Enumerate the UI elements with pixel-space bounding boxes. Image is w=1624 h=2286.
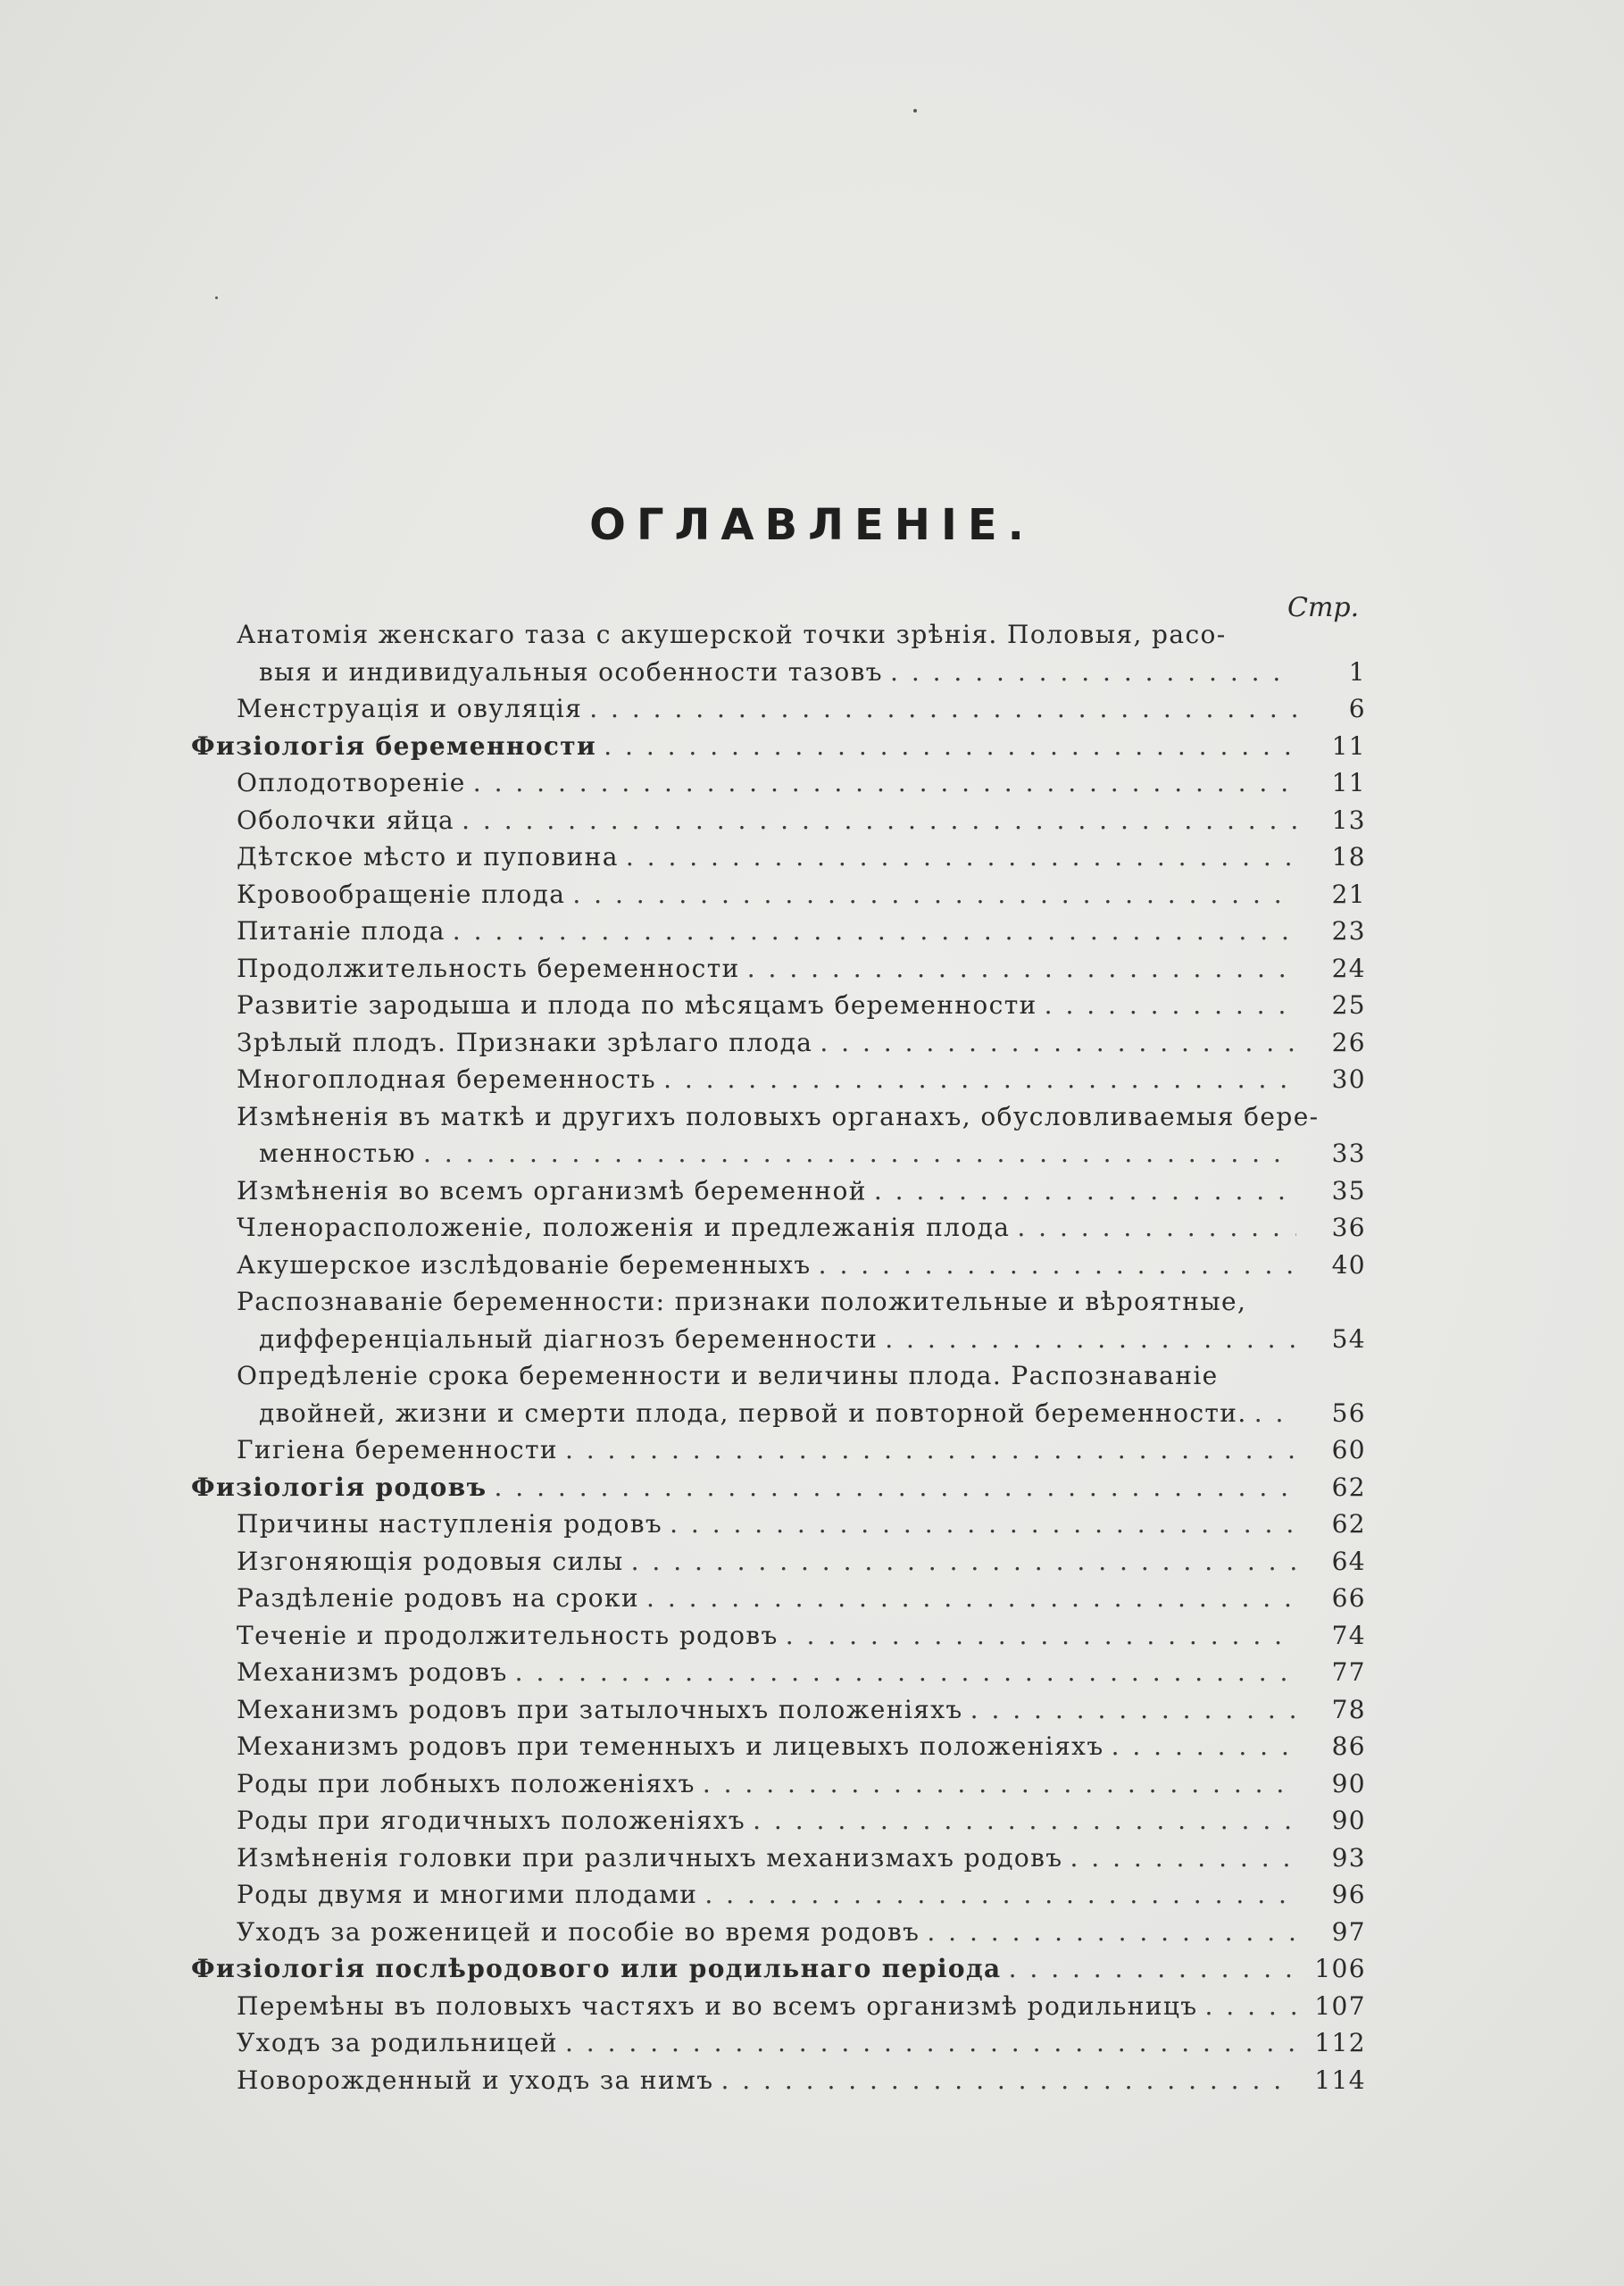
toc-entry-row xyxy=(237,1247,1366,1284)
entry-title: Перемѣны въ половыхъ частяхъ и во всемъ организмѣ родильницъ xyxy=(237,1990,1198,2021)
dot-leader xyxy=(604,728,1296,765)
entry-title: Питаніе плода xyxy=(237,916,446,946)
page-number: 11 xyxy=(1331,768,1366,797)
toc-entry-row xyxy=(237,2062,1366,2099)
toc-entry-row xyxy=(237,1172,1366,1210)
page-number: 23 xyxy=(1331,916,1366,946)
toc-entry-row xyxy=(237,1802,1366,1840)
page-number: 40 xyxy=(1331,1249,1366,1280)
entry-title: Кровообращеніе плода xyxy=(237,879,566,909)
entry-title: Механизмъ родовъ xyxy=(237,1657,508,1687)
entry-title: двойней, жизни и смерти плода, первой и повторной беременности. xyxy=(259,1397,1247,1428)
entry-title: Причины наступленія родовъ xyxy=(237,1509,663,1539)
dot-leader xyxy=(565,1431,1296,1469)
toc-entry-row xyxy=(237,1691,1366,1729)
page-number: 107 xyxy=(1314,1990,1366,2021)
dot-leader xyxy=(462,802,1296,839)
entry-title: Менструація и овуляція xyxy=(237,694,583,723)
page-number: 74 xyxy=(1331,1620,1366,1650)
toc-entry-row xyxy=(237,690,1366,728)
entry-title: Теченіе и продолжительность родовъ xyxy=(237,1620,779,1650)
page-number: 77 xyxy=(1331,1657,1366,1687)
toc-entry-row xyxy=(259,654,1366,691)
dot-leader xyxy=(1205,1988,1297,2025)
toc-section-row xyxy=(191,1950,1366,1988)
toc-entry-row xyxy=(237,1876,1366,1914)
toc-entry-first-line: Опредѣленіе срока беременности и величины плода. Распознаваніе xyxy=(237,1361,1219,1390)
entry-title: Оплодотвореніе xyxy=(237,768,466,797)
dot-leader xyxy=(1009,1950,1296,1988)
entry-title: Акушерское изслѣдованіе беременныхъ xyxy=(237,1249,812,1280)
toc-entry-row xyxy=(237,913,1366,950)
toc-section-row xyxy=(191,1469,1366,1506)
dot-leader xyxy=(1045,987,1296,1024)
dot-leader xyxy=(819,1247,1296,1284)
toc-entry-row xyxy=(237,1840,1366,1877)
entry-title: Механизмъ родовъ при теменныхъ и лицевыхъ положеніяхъ xyxy=(237,1731,1104,1761)
toc-entry-row xyxy=(237,1914,1366,1951)
entry-title: Изгоняющія родовыя силы xyxy=(237,1546,624,1576)
dot-leader xyxy=(704,1876,1296,1914)
entry-title: Дѣтское мѣсто и пуповина xyxy=(237,842,619,872)
dot-leader xyxy=(703,1765,1296,1803)
dot-leader xyxy=(890,654,1296,691)
toc-entry-row xyxy=(237,1728,1366,1765)
dot-leader xyxy=(495,1469,1297,1506)
entry-title: Членорасположеніе, положенія и предлежанія плода xyxy=(237,1213,1011,1242)
toc-entry-first-line: Распознаваніе беременности: признаки положительные и вѣроятные, xyxy=(237,1287,1247,1316)
toc-entry-row xyxy=(237,987,1366,1024)
toc-entry-row xyxy=(237,1988,1366,2025)
entry-title: Механизмъ родовъ при затылочныхъ положеніяхъ xyxy=(237,1694,963,1724)
toc-section-row xyxy=(191,728,1366,765)
dot-leader xyxy=(565,2024,1296,2062)
toc-entry-first-line: Анатомія женскаго таза с акушерской точки зрѣнія. Половыя, расо- xyxy=(237,620,1227,649)
page-number: 90 xyxy=(1331,1768,1366,1798)
page-number: 90 xyxy=(1331,1806,1366,1835)
page-number: 36 xyxy=(1331,1213,1366,1242)
toc-entry-row xyxy=(237,1654,1366,1691)
page-number: 62 xyxy=(1331,1472,1366,1502)
section-title: Физіологія послѣродового или родильнаго періода xyxy=(191,1954,1002,1983)
toc-entry-row xyxy=(259,1395,1366,1432)
dot-leader xyxy=(1254,1395,1296,1432)
toc-entry-row xyxy=(237,1506,1366,1543)
entry-title: Новорожденный и уходъ за нимъ xyxy=(237,2065,714,2095)
page-number: 35 xyxy=(1331,1175,1366,1206)
paper-speck xyxy=(913,109,917,113)
dot-leader xyxy=(646,1580,1296,1617)
page-number: 106 xyxy=(1314,1954,1366,1983)
dot-leader xyxy=(747,950,1296,988)
dot-leader xyxy=(631,1543,1296,1581)
page-number: 56 xyxy=(1331,1397,1366,1428)
toc-entry-row xyxy=(237,838,1366,876)
entry-title: Зрѣлый плодъ. Признаки зрѣлаго плода xyxy=(237,1027,813,1057)
toc-entry-row xyxy=(259,1135,1366,1172)
entry-title: Измѣненія во всемъ организмѣ беременной xyxy=(237,1175,867,1206)
entry-title: Роды при лобныхъ положеніяхъ xyxy=(237,1768,695,1798)
page-number: 54 xyxy=(1331,1323,1366,1354)
page-number: 96 xyxy=(1331,1880,1366,1909)
page-number: 6 xyxy=(1348,694,1366,723)
dot-leader xyxy=(1017,1209,1296,1247)
entry-title: Измѣненія головки при различныхъ механизмахъ родовъ xyxy=(237,1842,1063,1873)
dot-leader xyxy=(885,1321,1296,1358)
page-number: 18 xyxy=(1331,842,1366,872)
toc-entry-row xyxy=(237,1209,1366,1247)
page-number: 112 xyxy=(1314,2028,1366,2057)
entry-title: Раздѣленіе родовъ на сроки xyxy=(237,1583,640,1613)
page-number: 62 xyxy=(1331,1509,1366,1539)
page-number: 64 xyxy=(1331,1546,1366,1576)
entry-title: Роды двумя и многими плодами xyxy=(237,1880,698,1909)
toc-entry-row xyxy=(237,1543,1366,1581)
entry-title: дифференціальный діагнозъ беременности xyxy=(259,1323,879,1354)
entry-title: Роды при ягодичныхъ положеніяхъ xyxy=(237,1806,746,1835)
toc-entry-row xyxy=(237,2024,1366,2062)
dot-leader xyxy=(970,1691,1296,1729)
toc-entry-row xyxy=(237,764,1366,802)
section-title: Физіологія беременности xyxy=(191,730,597,761)
entry-title: Уходъ за родильницей xyxy=(237,2028,558,2057)
page-number: 33 xyxy=(1331,1139,1366,1168)
page-number: 30 xyxy=(1331,1064,1366,1094)
dot-leader xyxy=(515,1654,1296,1691)
page-number: 13 xyxy=(1331,805,1366,835)
page-number: 66 xyxy=(1331,1583,1366,1613)
entry-title: Развитіе зародыша и плода по мѣсяцамъ беременности xyxy=(237,990,1037,1020)
page-number: 114 xyxy=(1314,2065,1366,2095)
page-number: 60 xyxy=(1331,1435,1366,1464)
toc-entry-row xyxy=(237,1617,1366,1655)
toc-entry-row xyxy=(237,802,1366,839)
page-column-heading: Стр. xyxy=(1287,592,1360,623)
toc-entry-row xyxy=(237,1765,1366,1803)
toc-entry-first-line: Измѣненія въ маткѣ и другихъ половыхъ органахъ, обусловливаемыя бере- xyxy=(237,1101,1320,1131)
page-number: 93 xyxy=(1331,1842,1366,1873)
page-number: 1 xyxy=(1348,656,1366,687)
entry-title: Уходъ за роженицей и пособіе во время родовъ xyxy=(237,1916,920,1947)
dot-leader xyxy=(1112,1728,1296,1765)
page-number: 21 xyxy=(1331,879,1366,909)
page-number: 26 xyxy=(1331,1027,1366,1057)
toc-entry-row xyxy=(237,1024,1366,1062)
toc-entry-row xyxy=(237,1431,1366,1469)
dot-leader xyxy=(927,1914,1296,1951)
section-title: Физіологія родовъ xyxy=(191,1472,487,1502)
dot-leader xyxy=(1070,1840,1296,1877)
entry-title: Продолжительность беременности xyxy=(237,953,740,983)
page-number: 24 xyxy=(1331,953,1366,983)
dot-leader xyxy=(572,876,1296,914)
dot-leader xyxy=(473,764,1296,802)
dot-leader xyxy=(423,1135,1296,1172)
page-number: 25 xyxy=(1331,990,1366,1020)
toc-entry-row xyxy=(237,950,1366,988)
entry-title: выя и индивидуальныя особенности тазовъ xyxy=(259,656,884,687)
page-number: 97 xyxy=(1331,1916,1366,1947)
entry-title: Оболочки яйца xyxy=(237,805,455,835)
toc-entry-row xyxy=(237,876,1366,914)
dot-leader xyxy=(874,1172,1296,1210)
dot-leader xyxy=(663,1061,1296,1098)
dot-leader xyxy=(670,1506,1296,1543)
page-number: 78 xyxy=(1331,1694,1366,1724)
dot-leader xyxy=(753,1802,1296,1840)
dot-leader xyxy=(786,1617,1296,1655)
toc-entry-row xyxy=(259,1321,1366,1358)
paper-speck xyxy=(215,296,218,299)
dot-leader xyxy=(820,1024,1296,1062)
dot-leader xyxy=(589,690,1296,728)
entry-title: Гигіена беременности xyxy=(237,1435,558,1464)
dot-leader xyxy=(626,838,1296,876)
entry-title: Многоплодная беременность xyxy=(237,1064,657,1094)
dot-leader xyxy=(453,913,1296,950)
page-number: 86 xyxy=(1331,1731,1366,1761)
toc-entry-row xyxy=(237,1580,1366,1617)
page-number: 11 xyxy=(1331,730,1366,761)
toc-entry-row xyxy=(237,1061,1366,1098)
entry-title: менностью xyxy=(259,1139,416,1168)
dot-leader xyxy=(720,2062,1296,2099)
page-title: ОГЛАВЛЕНІЕ. xyxy=(589,500,1035,550)
